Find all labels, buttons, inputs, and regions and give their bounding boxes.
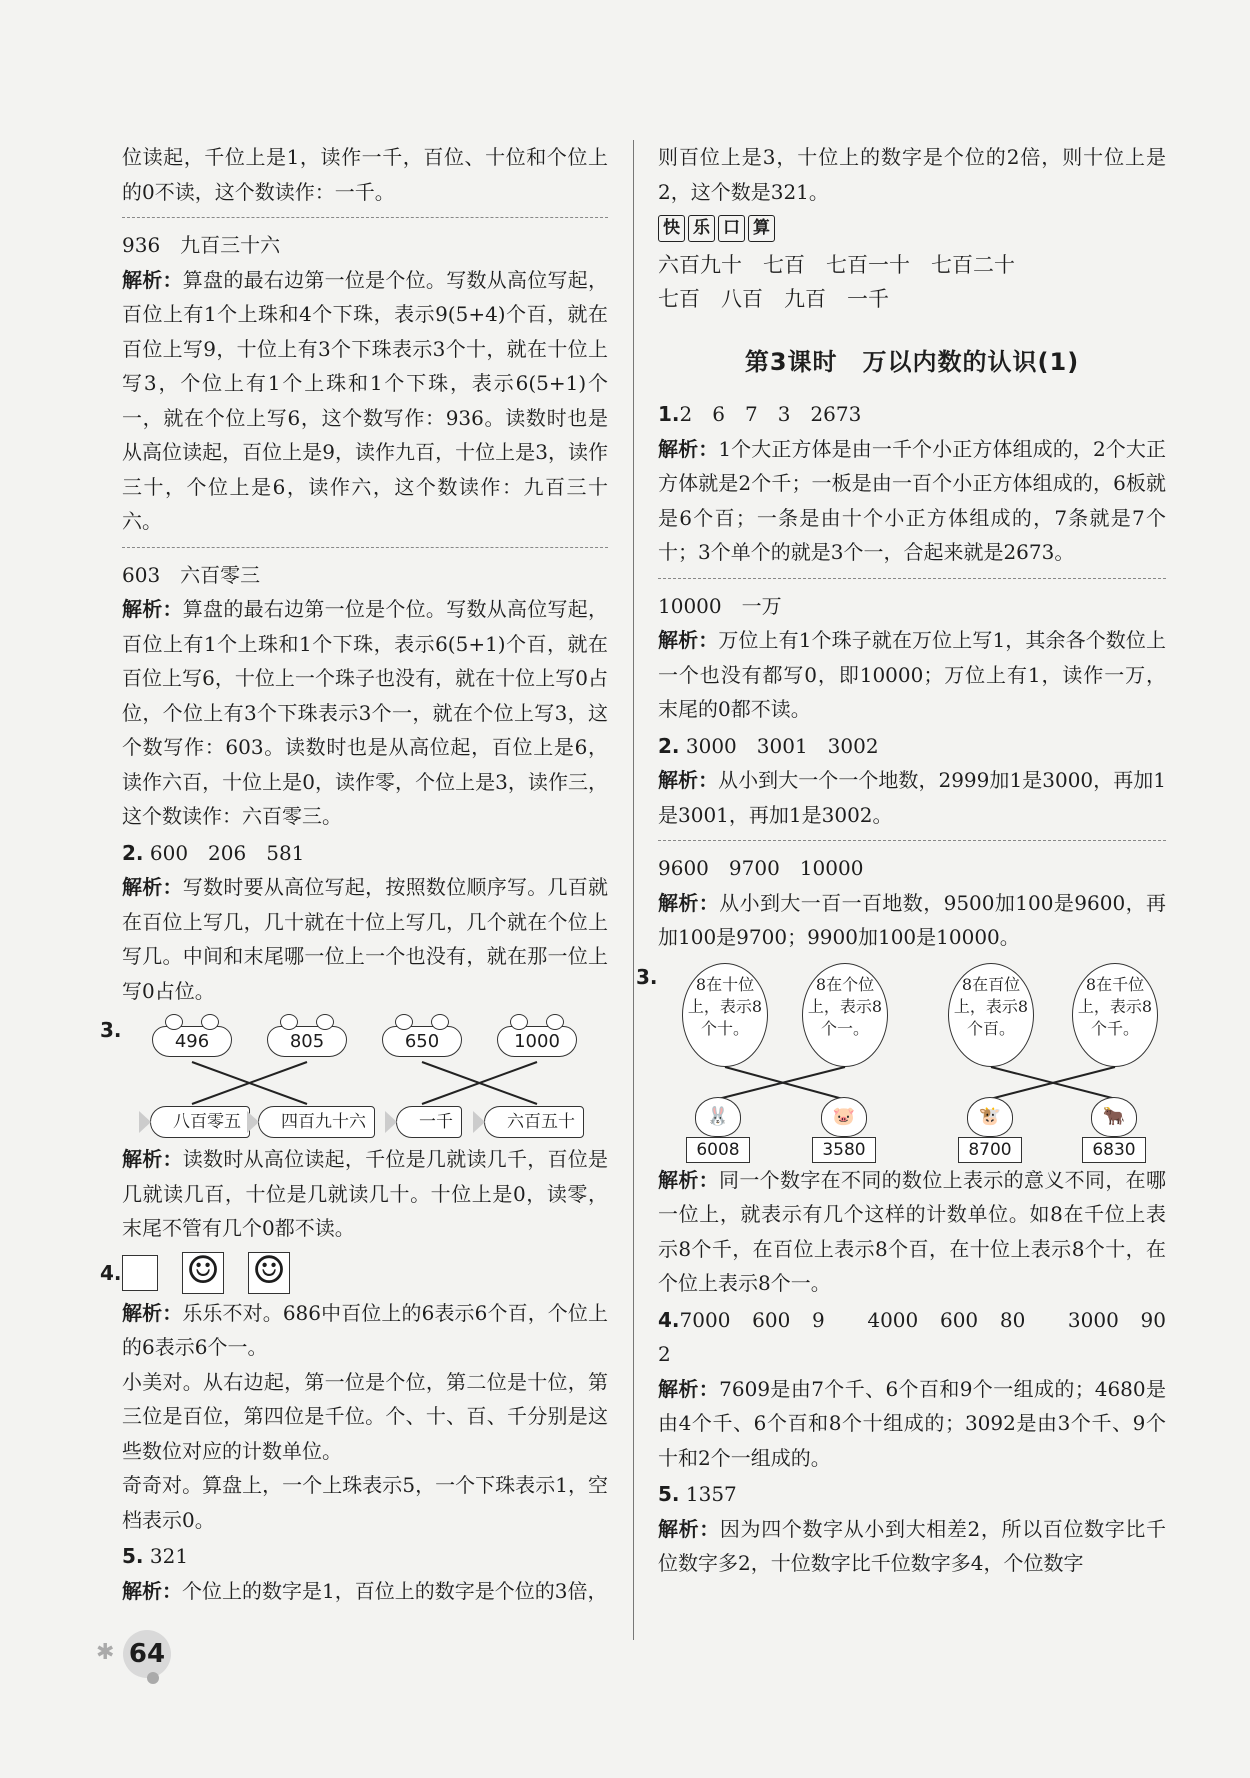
b1-answer: 936 九百三十六 [122,233,281,257]
dashed-separator [658,578,1166,579]
analysis-label: 解析： [658,768,719,792]
q4-number: 4. [100,1260,122,1285]
column-divider [633,140,634,1640]
frog-4: 1000 [497,1014,577,1057]
empty-box [122,1255,158,1291]
section-title: 第3课时 万以内数的认识(1) [744,348,1080,376]
analysis-label: 解析： [122,1147,183,1171]
analysis-label: 解析： [658,628,719,652]
analysis-label: 解析： [122,1578,182,1603]
frog-3: 650 [382,1014,462,1057]
dashed-separator [122,217,608,218]
r-q1b-analysis: 解析：万位上有1个珠子就在万位上写1，其余各个数位上一个也没有都写0，即10000；万位上有1，读作一万，末尾的0都不读。 [658,628,1167,721]
fish-1: 八百零五 [150,1106,250,1138]
r-q2b-answer: 9600 9700 10000 [658,856,864,880]
q4-analysis-1: 解析：乐乐不对。686中百位上的6表示6个百，个位上的6表示6个一。 [122,1300,609,1359]
fish-2: 四百九十六 [258,1106,375,1138]
q4-analysis-3: 奇奇对。算盘上，一个上珠表示5，一个下珠表示1，空档表示0。 [122,1473,608,1532]
analysis-label: 解析： [122,875,183,899]
q2-answer: 2. 600 206 581 [122,840,305,865]
r-q5-answer: 5. 1357 [658,1482,737,1506]
ox-card: 🐂 6830 [1082,1097,1146,1163]
star-icon: ✱ [96,1640,115,1665]
r-q3-analysis: 解析：同一个数字在不同的数位上表示的意义不同，在哪一位上，就表示有几个这样的计数单位。如8在千位上表示8个千，在百位上表示8个百，在十位上表示8个十，在个位上表示8个一。 [658,1167,1166,1295]
ox-icon: 🐂 [1091,1097,1137,1137]
pig-card: 🐷 3580 [812,1097,876,1163]
right-continuation: 则百位上是3，十位上的数字是个位的2倍，则十位上是2，这个数是321。 [658,145,1166,204]
frog-1: 496 [152,1014,232,1057]
r-q2-answer: 2. 3000 3001 3002 [658,733,879,758]
q3-number: 3. [100,1018,122,1042]
r-q3-number: 3. [636,964,658,989]
b2-analysis: 解析：算盘的最右边第一位是个位。写数从高位写起，百位上有1个上珠和1个下珠，表示6(5+1)个百，就在百位上写6，十位上一个珠子也没有，就在十位上写0占位，个位上有3个下珠表示3个一，就在个位上写3，这个数写作：603。读数时也是从高位起，百位上是6，读作六百，十位上是0，读作零，个位上是3，读作三，这个数读作：六百零三。 [122,597,609,828]
left-column [100,140,609,1608]
balloon-2: 8在个位上，表示8个一。 [802,963,888,1067]
r-q3-figure [636,963,1166,1163]
balloon-3: 8在百位上，表示8个百。 [948,963,1034,1067]
oral-row-1: 六百九十 七百 七百一十 七百二十 [658,253,1015,277]
left-continuation: 位读起，千位上是1，读作一千，百位、十位和个位上的0不读，这个数读作：一千。 [122,145,608,204]
q4-figure [100,1247,608,1296]
analysis-label: 解析： [122,1300,183,1325]
smiley-icon: ☺ [182,1252,224,1294]
dashed-separator [122,547,608,548]
fish-4: 六百五十 [484,1106,584,1138]
analysis-label: 解析： [658,1376,720,1401]
fish-3: 一千 [396,1106,462,1138]
r-q2b-analysis: 解析：从小到大一百一百地数，9500加100是9600，再加100是9700；9900加100是10000。 [658,890,1166,949]
rabbit-icon: 🐰 [695,1097,741,1137]
q4-analysis-2: 小美对。从右边起，第一位是个位，第二位是十位，第三位是百位，第四位是千位。个、十、百、千分别是这些数位对应的计数单位。 [122,1369,608,1463]
page-number: 64 [123,1630,171,1678]
q3-analysis: 解析：读数时从高位读起，千位是几就读几千，百位是几就读几百，十位是几就读几十。十位上是0，读零，末尾不管有几个0都不读。 [122,1147,609,1240]
analysis-label: 解析： [658,1516,720,1541]
r-q1b-answer: 10000 一万 [658,593,782,618]
r-q1-answer: 1.2 6 7 3 2673 [658,402,862,426]
r-q5-analysis: 解析：因为四个数字从小到大相差2，所以百位数字比千位数字多2，十位数字比千位数字多4，个位数字 [658,1516,1167,1575]
oral-row-2: 七百 八百 九百 一千 [658,287,889,311]
analysis-label: 解析： [122,597,183,621]
analysis-label: 解析： [122,267,183,292]
analysis-label: 解析： [658,1167,719,1192]
kuaile-kousuan-header: 快 乐 口 算 [658,215,1166,242]
q2-analysis: 解析：写数时要从高位写起，按照数位顺序写。几百就在百位上写几，几十就在十位上写几，几个就在个位上写几。中间和末尾哪一位上一个也没有，就在那一位上写0占位。 [122,875,609,1003]
balloon-4: 8在千位上，表示8个千。 [1072,963,1158,1067]
balloon-1: 8在十位上，表示8个十。 [682,963,768,1067]
q5-analysis: 解析：个位上的数字是1，百位上的数字是个位的3倍， [122,1578,608,1603]
right-column [636,140,1186,1581]
dot-decoration [147,1672,159,1684]
r-q4-analysis: 解析：7609是由7个千、6个百和9个一组成的；4680是由4个千、6个百和8个十组成的；3092是由3个千、9个十和2个一组成的。 [658,1376,1166,1470]
frog-2: 805 [267,1014,347,1057]
dashed-separator [658,840,1166,841]
b2-answer: 603 六百零三 [122,562,261,587]
analysis-label: 解析： [658,436,719,461]
smiley-icon: ☺ [248,1252,290,1294]
rabbit-card: 🐰 6008 [686,1097,750,1163]
q3-figure [100,1014,608,1142]
r-q2-analysis: 解析：从小到大一个一个地数，2999加1是3000，再加1是3001，再加1是3002。 [658,768,1167,827]
r-q1-analysis: 解析：1个大正方体是由一千个小正方体组成的，2个大正方体就是2个千；一板是由一百个小正方体组成的，6板就是6个百；一条是由十个小正方体组成的，7条就是7个十；3个单个的就是3个一，合起来就是2673。 [658,436,1167,564]
cow-icon: 🐮 [967,1097,1013,1137]
pig-icon: 🐷 [821,1097,867,1137]
r-q4-answer: 4.7000 600 9 4000 600 80 3000 90 2 [658,1307,1186,1366]
analysis-label: 解析： [658,890,720,915]
cow-card: 🐮 8700 [958,1097,1022,1163]
q5-answer: 5. 321 [122,1544,189,1568]
b1-analysis: 解析：算盘的最右边第一位是个位。写数从高位写起，百位上有1个上珠和4个下珠，表示9(5+4)个百，就在百位上写9，十位上有3个下珠表示3个十，就在十位上写3，个位上有1个上珠和1个下珠，表示6(5+1)个一，就在个位上写6，这个数写作：936。读数时也是从高位读起，百位上是9，读作九百，十位上是3，读作三十，个位上是6，读作六，这个数读作：九百三十六。 [122,267,609,533]
